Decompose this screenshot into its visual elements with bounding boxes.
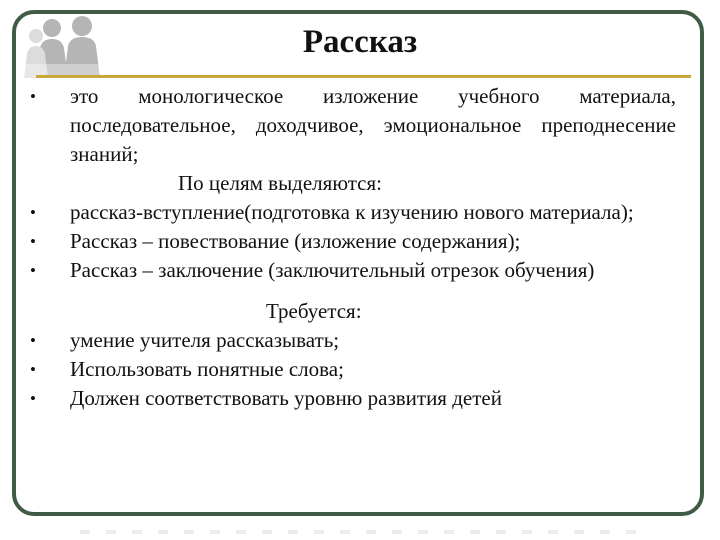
goal-item-text: Рассказ – повествование (изложение содержания); [70,229,521,253]
slide-content [28,82,676,413]
slide-title: Рассказ [302,24,418,60]
requirement-item-text: Должен соответствовать уровню развития детей [70,386,502,410]
goals-heading: По целям выделяются: [178,171,382,195]
bullet-dot: • [30,87,36,106]
goal-item-text: Рассказ – заключение (заключительный отрезок обучения) [70,258,595,282]
goal-item [28,198,676,227]
requirement-item-text: умение учителя рассказывать; [70,328,340,352]
goal-item-text: рассказ-вступление(подготовка к изучению нового материала); [70,200,634,224]
requirement-item [28,326,676,355]
requirements-heading: Требуется: [266,299,362,323]
bullet-dot: • [30,261,36,280]
goal-item [28,256,676,285]
requirement-item-text: Использовать понятные слова; [70,357,344,381]
bullet-dot: • [30,232,36,251]
bullet-dot: • [30,331,36,350]
spacer [28,285,676,297]
requirement-item [28,355,676,384]
bullet-dot: • [30,203,36,222]
bullet-dot: • [30,360,36,379]
intro-bullet [28,82,676,169]
intro-bullet-text: это монологическое изложение учебного материала, последовательное, доходчивое, эмоциональное преподнесение знаний; [70,84,676,166]
bullet-dot: • [30,389,36,408]
goal-item [28,227,676,256]
slide-bottom-shadow [80,530,640,534]
title-underline [36,75,691,78]
requirement-item [28,384,676,413]
